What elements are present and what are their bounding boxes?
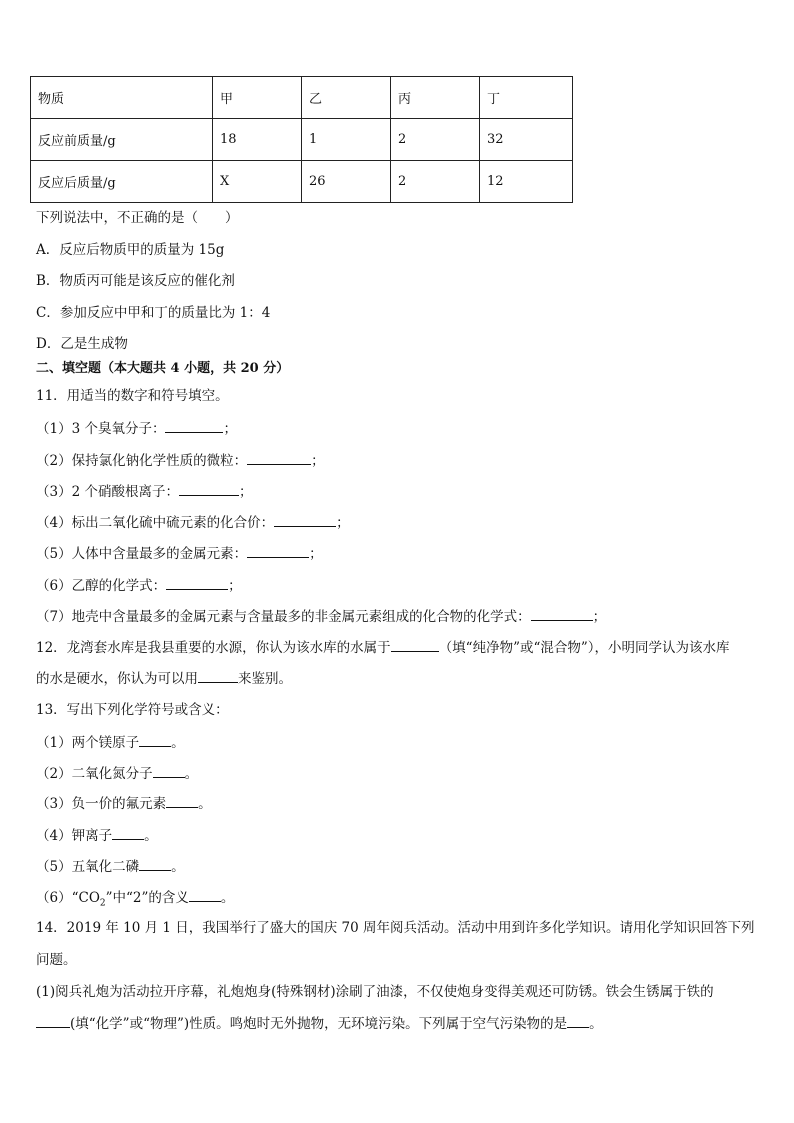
answer-blank[interactable]: [139, 856, 171, 871]
fill-item: [36, 450, 776, 471]
item-end: ；: [228, 578, 242, 594]
table-cell: 2: [391, 119, 480, 161]
item-end: 。: [171, 859, 185, 875]
answer-blank[interactable]: [247, 543, 309, 558]
item-end: 。: [171, 735, 185, 751]
table-cell: 物质: [31, 77, 213, 119]
answer-blank[interactable]: [179, 481, 239, 496]
item-end: 。: [220, 890, 235, 906]
answer-blank[interactable]: [139, 732, 171, 747]
table-cell: 2: [391, 161, 480, 203]
table-cell: 反应前质量/g: [31, 119, 213, 161]
question-14-line-3: (1)阅兵礼炮为活动拉开序幕，礼炮炮身(特殊钢材)涂刷了油漆，不仅使炮身变得美观还可防锈。铁会生锈属于铁的: [36, 984, 714, 1000]
item-text: （1）3 个臭氧分子：: [36, 421, 166, 437]
question-11-stem: 11．用适当的数字和符号填空。: [36, 388, 229, 404]
item-end: 。: [198, 796, 212, 812]
table-row: [31, 161, 573, 203]
subscript-digit: 2: [99, 898, 106, 909]
answer-blank[interactable]: [36, 1013, 70, 1028]
fill-item: [36, 418, 776, 439]
table-cell: 丙: [391, 77, 480, 119]
answer-blank[interactable]: [198, 668, 238, 683]
table-cell: 32: [480, 119, 573, 161]
mass-table: [30, 76, 573, 203]
answer-blank[interactable]: [153, 763, 185, 778]
table-cell: 甲: [213, 77, 302, 119]
item-end: ；: [223, 421, 237, 437]
table-cell: 12: [480, 161, 573, 203]
table-cell: 丁: [480, 77, 573, 119]
table-cell: 乙: [302, 77, 391, 119]
item-text: （4）钾离子: [36, 828, 113, 844]
answer-blank[interactable]: [247, 450, 311, 465]
answer-blank[interactable]: [567, 1013, 589, 1028]
option-a: A．反应后物质甲的质量为 15g: [36, 242, 225, 258]
item-end: ；: [238, 484, 253, 500]
answer-blank[interactable]: [166, 793, 198, 808]
answer-blank[interactable]: [391, 637, 439, 652]
question-text: 。: [589, 1016, 603, 1032]
question-14-line-2: 问题。: [36, 952, 77, 968]
item-text: （3）负一价的氟元素: [36, 796, 167, 812]
answer-blank[interactable]: [112, 825, 144, 840]
table-cell: 26: [302, 161, 391, 203]
table-cell: X: [213, 161, 302, 203]
question-12-line-2: [36, 668, 776, 689]
item-text: ”中“2”的含义: [105, 890, 189, 906]
question-12-line-1: [36, 637, 776, 658]
item-text: （3）2 个硝酸根离子：: [36, 484, 179, 500]
item-text: （2）二氧化氮分子: [36, 766, 153, 782]
item-text: （5）五氧化二磷: [36, 859, 140, 875]
table-cell: 1: [302, 119, 391, 161]
fill-item: [36, 763, 776, 784]
item-end: ；: [592, 609, 607, 625]
section-heading: 二、填空题（本大题共 4 小题，共 20 分）: [36, 361, 290, 376]
item-text: （5）人体中含量最多的金属元素：: [36, 546, 248, 562]
answer-blank[interactable]: [189, 887, 221, 902]
fill-item: [36, 512, 776, 533]
table-cell: 反应后质量/g: [31, 161, 213, 203]
answer-blank[interactable]: [274, 512, 336, 527]
item-text: （4）标出二氧化硫中硫元素的化合价：: [36, 515, 275, 531]
fill-item: [36, 856, 776, 877]
item-end: 。: [184, 766, 199, 782]
fill-item: [36, 887, 776, 914]
answer-blank[interactable]: [531, 606, 593, 621]
question-text: （填“纯净物”或“混合物”），小明同学认为该水库: [438, 640, 730, 656]
item-end: 。: [144, 828, 158, 844]
item-text: （1）两个镁原子: [36, 735, 140, 751]
fill-item: [36, 575, 776, 596]
item-text: （2）保持氯化钠化学性质的微粒：: [36, 453, 248, 469]
question-14-line-4: [36, 1013, 776, 1034]
option-b: B．物质丙可能是该反应的催化剂: [36, 273, 235, 289]
question-10-stem: 下列说法中，不正确的是（ ）: [36, 210, 239, 226]
fill-item: [36, 543, 776, 564]
table-header-row: [31, 77, 573, 119]
item-end: ；: [336, 515, 350, 531]
fill-item: [36, 481, 776, 502]
item-text: （6）乙醇的化学式：: [36, 578, 167, 594]
answer-blank[interactable]: [165, 418, 223, 433]
fill-item: [36, 732, 776, 753]
fill-item: [36, 793, 776, 814]
table-cell: 18: [213, 119, 302, 161]
option-c: C．参加反应中甲和丁的质量比为 1：4: [36, 305, 271, 321]
question-text: 12．龙湾套水库是我县重要的水源，你认为该水库的水属于: [36, 640, 391, 656]
item-end: ；: [309, 546, 323, 562]
table-row: [31, 119, 573, 161]
item-text: （7）地壳中含量最多的金属元素与含量最多的非金属元素组成的化合物的化学式：: [36, 609, 531, 625]
fill-item: [36, 606, 776, 627]
question-text: 的水是硬水，你认为可以用: [36, 671, 198, 687]
question-text: 来鉴别。: [238, 671, 292, 687]
question-14-line-1: 14．2019 年 10 月 1 日，我国举行了盛大的国庆 70 周年阅兵活动。活动中用到许多化学知识。请用化学知识回答下列: [36, 920, 755, 936]
option-d: D．乙是生成物: [36, 336, 128, 352]
question-13-stem: 13．写出下列化学符号或含义：: [36, 702, 229, 718]
item-text: （6）“CO: [36, 890, 100, 906]
question-text: (填“化学”或“物理”)性质。鸣炮时无外抛物，无环境污染。下列属于空气污染物的是: [70, 1016, 568, 1032]
item-end: ；: [311, 453, 325, 469]
fill-item: [36, 825, 776, 846]
answer-blank[interactable]: [166, 575, 228, 590]
